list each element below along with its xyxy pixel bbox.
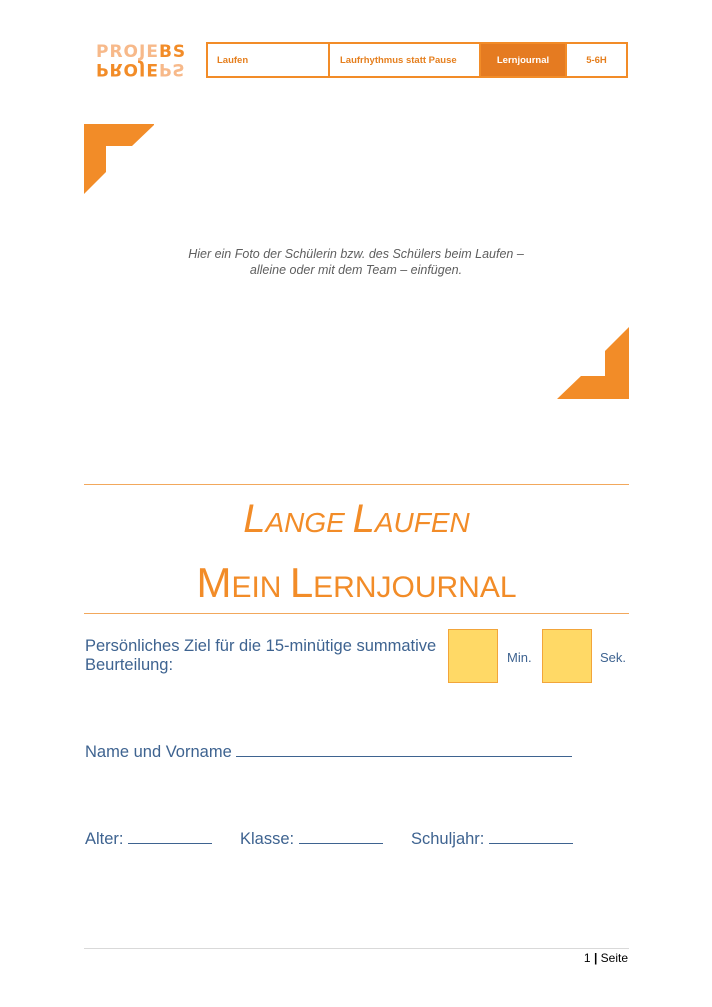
header-cell-grade: 5-6H	[586, 54, 607, 66]
photo-placeholder-hint	[150, 246, 562, 278]
title-line-1	[84, 497, 629, 545]
title-1-initial-2: L	[352, 497, 375, 541]
page-number-footer	[500, 951, 628, 965]
page-word: Seite	[600, 951, 628, 965]
class-field[interactable]	[299, 829, 383, 844]
title-2-initial-2: L	[289, 559, 314, 606]
header-cell-subject: Laufen	[208, 44, 330, 76]
logo-text-top: PROJEBS	[96, 42, 187, 62]
goal-seconds-box[interactable]	[542, 629, 592, 683]
goal-seconds-unit: Sek.	[600, 650, 627, 665]
class-row	[240, 829, 383, 849]
name-label: Name und Vorname	[85, 743, 232, 761]
photo-hint-line-1: Hier ein Foto der Schülerin bzw. des Schülers beim Laufen –	[188, 247, 524, 261]
age-row	[85, 829, 212, 849]
title-line-2	[84, 559, 629, 612]
title-rule-bottom	[84, 613, 629, 614]
header-cell-document-type: Lernjournal	[481, 44, 567, 76]
title-2-rest-1: EIN	[231, 571, 290, 604]
class-label: Klasse:	[240, 830, 295, 848]
name-row	[85, 742, 572, 762]
name-field[interactable]	[236, 742, 572, 757]
goal-minutes-box[interactable]	[448, 629, 498, 683]
photo-frame-corner-bottom-right	[557, 327, 629, 399]
title-1-rest-1: ANGE	[265, 507, 353, 538]
title-1-initial-1: L	[243, 497, 266, 541]
header-cell-topic: Laufrhythmus statt Pause	[330, 44, 481, 76]
school-year-row	[411, 829, 573, 849]
title-rule-top	[84, 484, 629, 485]
age-field[interactable]	[128, 829, 212, 844]
title-1-rest-2: AUFEN	[374, 507, 470, 538]
footer-rule	[84, 948, 629, 949]
photo-frame-corner-top-left	[84, 124, 156, 196]
logo-text-bottom: PROJEPS	[96, 59, 186, 79]
photo-hint-line-2: alleine oder mit dem Team – einfügen.	[249, 263, 463, 277]
header-table	[206, 42, 628, 78]
age-label: Alter:	[85, 830, 124, 848]
school-year-label: Schuljahr:	[411, 830, 485, 848]
goal-label: Persönliches Ziel für die 15-minütige summative Beurteilung:	[85, 637, 437, 674]
page-number: 1	[583, 951, 591, 965]
title-2-rest-2: ERNJOURNAL	[313, 571, 517, 604]
title-2-initial-1: M	[196, 559, 232, 606]
goal-minutes-unit: Min.	[507, 650, 532, 665]
school-year-field[interactable]	[489, 829, 573, 844]
projebs-logo	[96, 44, 188, 78]
page-separator: |	[593, 951, 598, 965]
